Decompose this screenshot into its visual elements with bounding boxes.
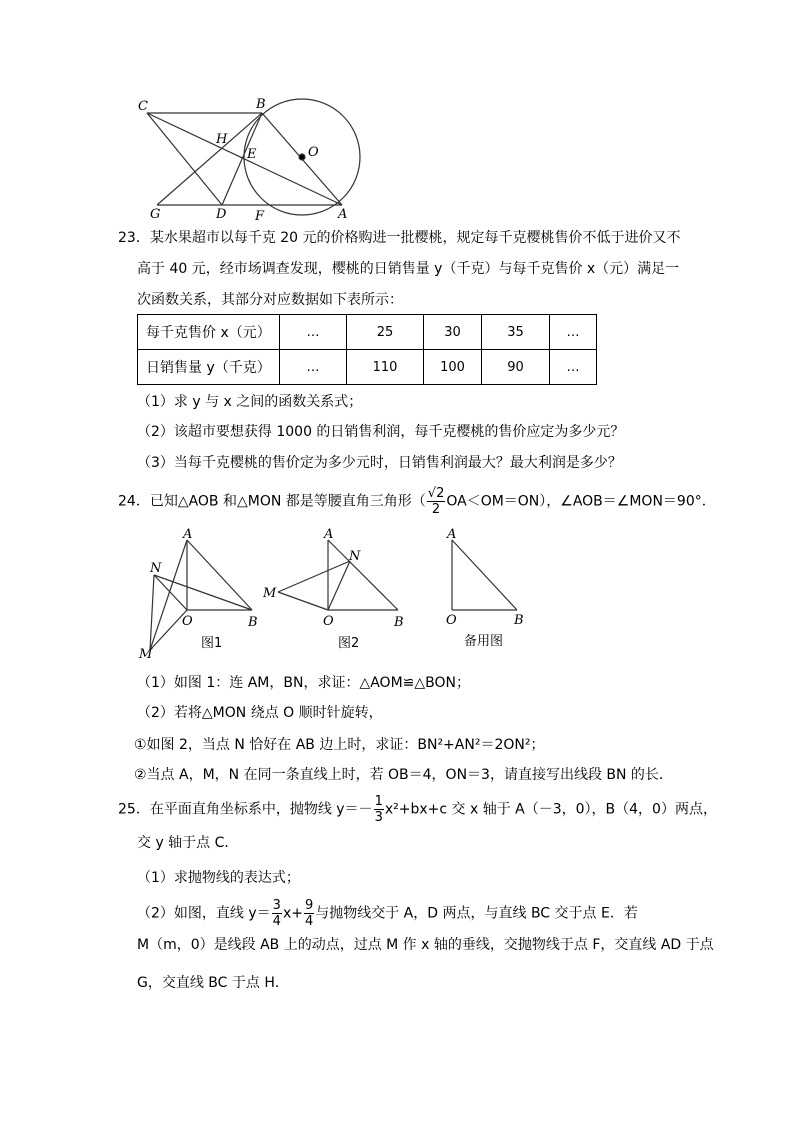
table-cell: 30 <box>424 315 482 350</box>
fraction-nine-quarters <box>304 898 314 929</box>
q23-stem-line2: 高于 40 元，经市场调查发现，樱桃的日销售量 y（千克）与每千克售价 x（元）满足一 <box>137 261 680 277</box>
center-point <box>299 154 305 160</box>
q24-stem <box>118 486 716 517</box>
frac-denominator: 2 <box>431 502 441 517</box>
q23-part3: （3）当每千克樱桃的售价定为多少元时，日销售利润最大？最大利润是多少？ <box>137 455 622 471</box>
fig3-label-o: O <box>446 613 457 628</box>
table-row <box>138 315 597 350</box>
frac-denominator: 3 <box>374 810 383 825</box>
q24-part2: （2）若将△MON 绕点 O 顺时针旋转， <box>137 705 383 721</box>
table-cell: … <box>550 350 597 385</box>
q25-part2-line2: M（m，0）是线段 AB 上的动点，过点 M 作 x 轴的垂线，交抛物线于点 F，交直线 AD 于点 <box>137 937 714 953</box>
row-header: 每千克售价 x（元） <box>138 315 280 350</box>
q25-stem-text-a: 25．在平面直角坐标系中，抛物线 y＝－ <box>118 801 373 818</box>
fig3-label-a: A <box>447 527 457 542</box>
frac-denominator: 4 <box>272 914 281 929</box>
table-cell: 25 <box>347 315 424 350</box>
caption-fig2: 图2 <box>338 636 360 651</box>
q23-part1: （1）求 y 与 x 之间的函数关系式； <box>137 394 363 410</box>
q25-stem-line2: 交 y 轴于点 C． <box>137 835 239 851</box>
q23-part2: （2）该超市要想获得 1000 的日销售利润，每千克樱桃的售价应定为多少元？ <box>137 424 625 440</box>
fraction-sqrt2-over-2 <box>427 486 446 517</box>
q24-figure-spare <box>452 540 517 610</box>
q25-part2-line3: G，交直线 BC 于点 H． <box>137 975 289 991</box>
label-o: O <box>308 145 319 160</box>
frac-denominator: 4 <box>304 914 314 929</box>
q24-figure-2 <box>278 540 398 610</box>
label-d: D <box>216 207 227 222</box>
caption-spare: 备用图 <box>464 634 504 649</box>
fig2-label-m: M <box>263 586 277 601</box>
fraction-three-quarters <box>272 898 282 929</box>
label-f: F <box>255 209 265 224</box>
table-cell: … <box>280 315 347 350</box>
fig1-label-o: O <box>182 614 193 629</box>
q25-part2-text-a: （2）如图，直线 y＝ <box>137 905 271 922</box>
table-cell: 110 <box>347 350 424 385</box>
fig1-label-a: A <box>183 527 193 542</box>
q24-part2-ii: ②当点 A，M，N 在同一条直线上时，若 OB＝4，ON＝3，请直接写出线段 BN 的长． <box>134 767 673 783</box>
table-row <box>138 350 597 385</box>
q25-part2 <box>137 898 638 929</box>
table-cell: 100 <box>424 350 482 385</box>
fraction-one-third <box>374 794 384 825</box>
q25-stem <box>118 794 717 825</box>
label-a: A <box>338 207 348 222</box>
frac-numerator: 1 <box>374 794 383 809</box>
fig3-label-b: B <box>514 613 524 628</box>
fig1-label-b: B <box>248 615 258 630</box>
label-h: H <box>216 132 228 147</box>
q24-stem-text-b: OA＜OM＝ON），∠AOB＝∠MON＝90°． <box>446 493 716 510</box>
table-cell: … <box>280 350 347 385</box>
caption-fig1: 图1 <box>201 636 223 651</box>
fig2-label-a: A <box>324 527 334 542</box>
label-e: E <box>247 147 257 162</box>
label-c: C <box>138 99 148 114</box>
price-sales-table <box>137 314 597 385</box>
fig2-label-b: B <box>394 615 404 630</box>
q23-stem-line1: 23．某水果超市以每千克 20 元的价格购进一批樱桃，规定每千克樱桃售价不低于进价又不 <box>118 230 681 246</box>
label-b: B <box>256 97 266 112</box>
q25-part2-text-c: 与抛物线交于 A，D 两点，与直线 BC 交于点 E．若 <box>315 905 638 922</box>
fig1-label-m: M <box>139 647 153 662</box>
q24-stem-text-a: 24．已知△AOB 和△MON 都是等腰直角三角形（ <box>118 493 426 510</box>
fig1-label-n: N <box>150 561 162 576</box>
table-cell: 35 <box>482 315 550 350</box>
q23-stem-line3: 次函数关系，其部分对应数据如下表所示： <box>137 292 403 308</box>
fig2-label-o: O <box>323 614 334 629</box>
label-g: G <box>150 207 161 222</box>
frac-numerator: √2 <box>427 486 445 501</box>
q25-part2-text-b: x+ <box>282 905 303 922</box>
q25-stem-text-b: x²+bx+c 交 x 轴于 A（－3，0），B（4，0）两点， <box>384 801 717 818</box>
table-cell: … <box>550 315 597 350</box>
row-header: 日销售量 y（千克） <box>138 350 280 385</box>
q24-part1: （1）如图 1：连 AM，BN，求证：△AOM≌△BON； <box>137 675 470 691</box>
frac-numerator: 3 <box>272 898 281 913</box>
q24-part2-i: ①如图 2，当点 N 恰好在 AB 边上时，求证：BN²+AN²＝2ON²； <box>134 737 545 753</box>
table-cell: 90 <box>482 350 550 385</box>
fig2-label-n: N <box>349 549 361 564</box>
q25-part1: （1）求抛物线的表达式； <box>137 870 300 886</box>
frac-numerator: 9 <box>304 898 314 913</box>
